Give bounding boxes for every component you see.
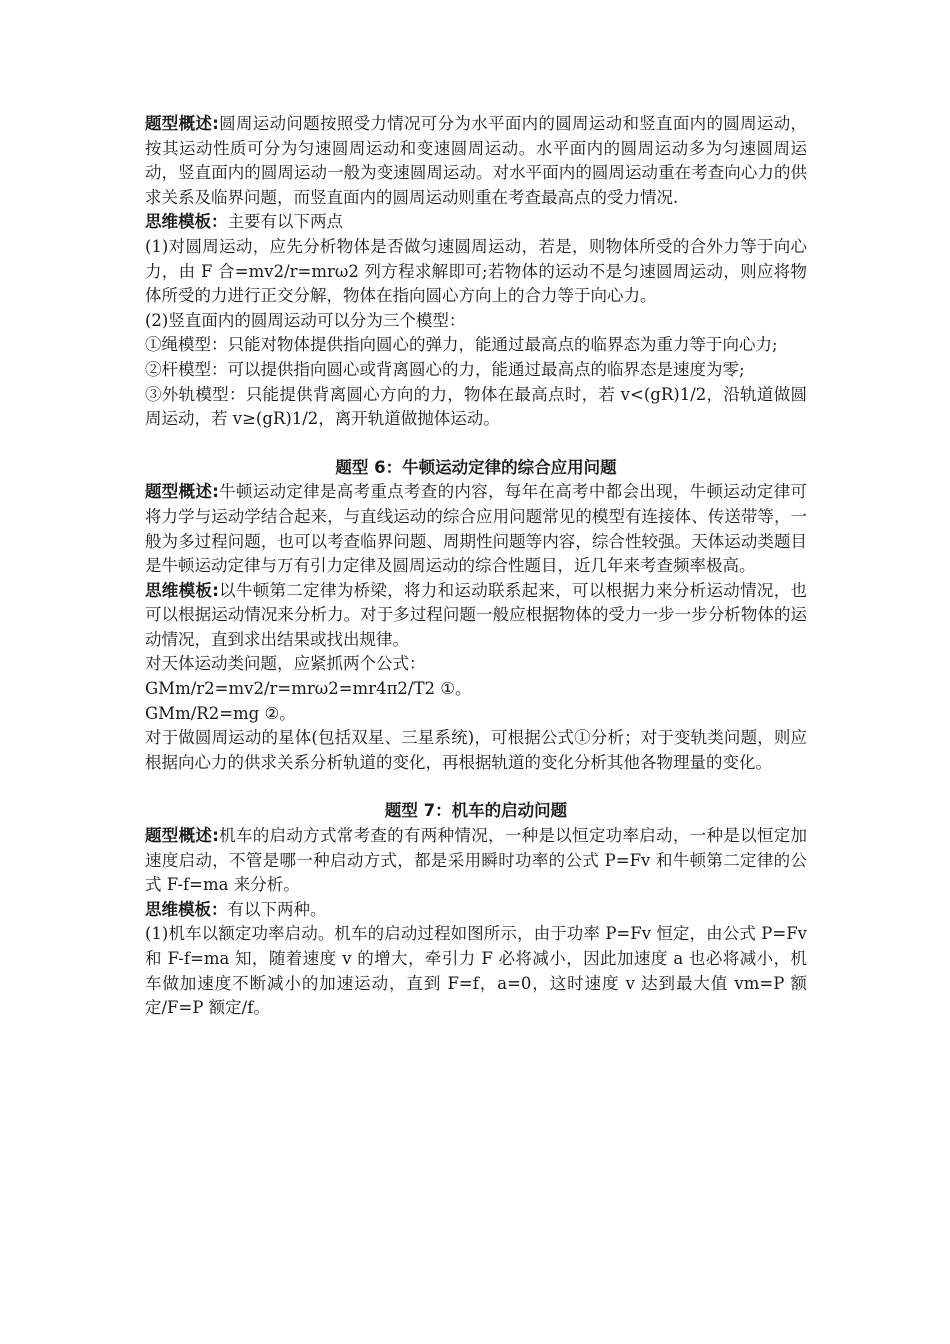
section6-formula-2: GMm/R2=mg ②。 xyxy=(145,703,296,723)
section5-paragraph-3: ①绳模型：只能对物体提供指向圆心的弹力，能通过最高点的临界态为重力等于向心力; xyxy=(145,335,778,355)
section6-heading: 题型 6：牛顿运动定律的综合应用问题 xyxy=(335,457,617,477)
section6-formula-1: GMm/r2=mv2/r=mrω2=mr4π2/T2 ①。 xyxy=(145,679,472,699)
section5-overview xyxy=(145,112,807,210)
section5-paragraph-4: ②杆模型：可以提供指向圆心或背离圆心的力，能通过最高点的临界态是速度为零; xyxy=(145,359,745,379)
template-text: 以牛顿第二定律为桥梁，将力和运动联系起来，可以根据力来分析运动情况，也可以根据运动情况来分析力。对于多过程问题一般应根据物体的受力一步一步分析物体的运动情况，直到求出结果或找出规律。 xyxy=(145,580,807,649)
section6-paragraph-1: 对天体运动类问题，应紧抓两个公式： xyxy=(145,654,426,674)
section6-overview xyxy=(145,480,807,578)
section7-heading: 题型 7：机车的启动问题 xyxy=(384,801,568,821)
section5-paragraph-5: ③外轨模型：只能提供背离圆心方向的力，物体在最高点时，若 v<(gR)1/2，沿轨道做圆周运动，若 v≥(gR)1/2，离开轨道做抛体运动。 xyxy=(145,384,807,429)
section-spacer xyxy=(145,432,807,456)
section-spacer xyxy=(145,775,807,799)
section6-paragraph-4: 对于做圆周运动的星体(包括双星、三星系统)，可根据公式①分析；对于变轨类问题，则应根据向心力的供求关系分析轨道的变化，再根据轨道的变化分析其他各物理量的变化。 xyxy=(145,728,807,772)
overview-text: 圆周运动问题按照受力情况可分为水平面内的圆周运动和竖直面内的圆周运动，按其运动性质可分为匀速圆周运动和变速圆周运动。水平面内的圆周运动多为匀速圆周运动，竖直面内的圆周运动一般为变速圆周运动。对水平面内的圆周运动重在考查向心力的供求关系及临界问题，而竖直面内的圆周运动则重在考查最高点的受力情况. xyxy=(145,114,807,207)
section7-paragraph-1: (1)机车以额定功率启动。机车的启动过程如图所示，由于功率 P=Fv 恒定，由公式 P=Fv 和 F-f=ma 知，随着速度 v 的增大，牵引力 F 必将减小，因此加速度 a 也必将减小，机车做加速度不断减小的加速运动，直到 F=f，a=0，这时速度 v 达到最大值 vm=P 额定/F=P 额定/f。 xyxy=(145,924,807,1018)
overview-text: 机车的启动方式常考查的有两种情况，一种是以恒定功率启动，一种是以恒定加速度启动，不管是哪一种启动方式，都是采用瞬时功率的公式 P=Fv 和牛顿第二定律的公式 F-f=ma 来分析。 xyxy=(145,826,807,895)
template-label: 思维模板： xyxy=(145,212,228,232)
section5-template xyxy=(145,210,807,235)
section7-overview xyxy=(145,824,807,898)
section7-template xyxy=(145,898,807,923)
overview-label: 题型概述: xyxy=(145,826,219,846)
template-label: 思维模板: xyxy=(145,580,219,600)
template-label: 思维模板： xyxy=(145,899,228,919)
overview-label: 题型概述: xyxy=(145,114,219,133)
overview-label: 题型概述: xyxy=(145,482,219,502)
section6-template xyxy=(145,579,807,653)
section5-paragraph-1: (1)对圆周运动，应先分析物体是否做匀速圆周运动，若是，则物体所受的合外力等于向心力，由 F 合=mv2/r=mrω2 列方程求解即可;若物体的运动不是匀速圆周运动，则应将物体所受的力进行正交分解，物体在指向圆心方向上的合力等于向心力。 xyxy=(145,236,807,306)
document-page xyxy=(145,112,807,1021)
overview-text: 牛顿运动定律是高考重点考查的内容，每年在高考中都会出现，牛顿运动定律可将力学与运动学结合起来，与直线运动的综合应用问题常见的模型有连接体、传送带等，一般为多过程问题，也可以考查临界问题、周期性问题等内容，综合性较强。天体运动类题目是牛顿运动定律与万有引力定律及圆周运动的综合性题目，近几年来考查频率极高。 xyxy=(145,482,807,576)
template-text: 有以下两种。 xyxy=(227,899,327,919)
template-text: 主要有以下两点 xyxy=(227,212,343,232)
section5-paragraph-2: (2)竖直面内的圆周运动可以分为三个模型： xyxy=(145,310,466,330)
